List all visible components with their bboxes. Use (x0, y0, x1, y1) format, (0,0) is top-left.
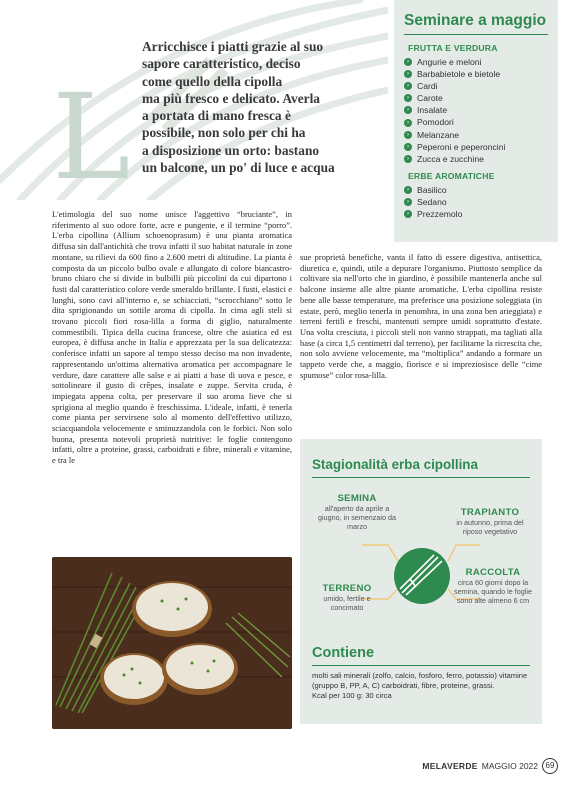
body-column-1: L'etimologia del suo nome unisce l'aggettivo “bruciante”, in riferimento al suo odore forte, acre e pungente, e il termine “porro”. L'erba cipollina (Allium schoenoprasum) è una pianta aromatica diffusa sin dall'antichità che trova infatti il suo habitat naturale in zone montane, su rilievi da 600 fino a 2.600 metri di altitudine. La pianta è composta da un piccolo bulbo ovale e allungato di colore biancastro-bruno chiaro che si divide in bulbilli più piccolini da cui dipartono i fusti dal caratteristico colore verde smeraldo brillante. I fusti, elastici e lunghi, sono cavi all'interno e, se schiacciati, “scrocchiano” sotto le dita sprigionando un sottile aroma di cipolla. In cima agli steli si trovano piccoli fiori rosa-lilla a forma di giglio, naturalmente commestibili. Tipica della cucina francese, oltre che asiatica ed est europea, è diffusa anche in Italia e apprezzata per la sua delicatezza: conferisce infatti un sapore al tempo stesso deciso ma non invadente, rappresentando un'ottima alternativa aromatica per accompagnare le verdure, dare carattere alle salse e ai piatti a base di uova e pesce, e sottolineare il gusto di crêpes, insalate e zuppe. Servita cruda, è impiegata appena colta, per preservare il suo aroma lieve che si sprigiona al meglio quando è freschissima. L'ideale, infatti, è tenerla come pianta per servirsene solo al momento dell'effettivo utilizzo, sciacquandola velocemente e sminuzzandola con le forbici. Non solo buona, presenta notevoli proprietà nutritive: le foglie contengono infatti, oltre a proteine, grassi, carboidrati e fibre, minerali e vitamine, e tra le (52, 209, 292, 466)
bullet-arrow-icon: › (404, 94, 412, 102)
magazine-name: MELAVERDE (422, 761, 478, 771)
list-item (404, 56, 548, 68)
bullet-arrow-icon: › (404, 210, 412, 218)
bullet-arrow-icon: › (404, 82, 412, 90)
list-item (404, 208, 548, 220)
list-item (404, 184, 548, 196)
stage-desc: in autunno, prima del riposo vegetativo (456, 518, 524, 536)
herbs-heading: ERBE AROMATICHE (408, 170, 495, 181)
bullet-arrow-icon: › (404, 186, 412, 194)
bullet-arrow-icon: › (404, 106, 412, 114)
fruit-veg-list (404, 56, 548, 165)
list-item-label: Barbabietole e bietole (417, 69, 501, 80)
list-item (404, 196, 548, 208)
list-item-label: Sedano (417, 196, 447, 207)
bullet-arrow-icon: › (404, 198, 412, 206)
list-item-label: Carote (417, 93, 443, 104)
seasonality-title: Stagionalità erba cipollina (312, 457, 478, 472)
bullet-arrow-icon: › (404, 131, 412, 139)
lead-line: possibile, non solo per chi ha (142, 125, 306, 141)
list-item-label: Insalate (417, 105, 448, 116)
stage-terreno (312, 583, 382, 612)
stage-raccolta (450, 567, 536, 605)
list-item-label: Peperoni e peperoncini (417, 141, 506, 152)
list-item (404, 68, 548, 80)
nutrients-text: molti sali minerali (zolfo, calcio, fosforo, ferro, potassio) vitamine (gruppo B, PP, A, C) carboidrati, fibre, proteine, grassi. (312, 671, 528, 691)
lead-paragraph (142, 38, 382, 176)
stage-trapianto (448, 507, 532, 536)
herbs-list (404, 184, 548, 220)
stage-title: TRAPIANTO (460, 507, 520, 518)
list-item (404, 116, 548, 128)
stage-desc: umido, fertile e concimato (323, 594, 371, 612)
stage-title: RACCOLTA (465, 567, 521, 578)
list-item-label: Basilico (417, 184, 447, 195)
divider (312, 665, 530, 666)
list-item-label: Zucca e zucchine (417, 153, 484, 164)
list-item-label: Angurie e meloni (417, 57, 482, 67)
stage-desc: circa 60 giorni dopo la semina, quando le foglie sono alte almeno 6 cm (454, 578, 532, 605)
seasonality-box (300, 439, 542, 724)
stage-semina (312, 493, 402, 531)
stage-title: TERRENO (322, 583, 372, 594)
lead-line: sapore caratteristico, deciso (142, 56, 301, 72)
sidebar-title: Seminare a maggio (404, 12, 548, 35)
lead-line: come quello della cipolla (142, 73, 283, 89)
lead-line: ma più fresco e delicato. Averla (142, 90, 321, 106)
contiene-title: Contiene (312, 645, 375, 661)
issue-date: MAGGIO 2022 (481, 761, 538, 771)
bullet-arrow-icon: › (404, 58, 412, 66)
list-item (404, 141, 548, 153)
list-item (404, 104, 548, 116)
lead-line: a disposizione un orto: bastano (142, 142, 320, 158)
fruit-veg-heading: FRUTTA E VERDURA (408, 43, 498, 53)
lead-line: Arricchisce i piatti grazie al suo (142, 39, 324, 54)
kcal-text: Kcal per 100 g: 30 circa (312, 691, 392, 701)
list-item-label: Cardi (417, 81, 438, 92)
list-item-label: Melanzane (417, 129, 460, 140)
lead-line: un balcone, un po' di luce e acqua (142, 160, 335, 176)
list-item (404, 92, 548, 104)
chive-bruschetta-photo (52, 557, 292, 729)
stage-desc: all'aperto da aprile a giugno, in semenzaio da marzo (318, 504, 396, 531)
bullet-arrow-icon: › (404, 143, 412, 151)
bullet-arrow-icon: › (404, 70, 412, 78)
list-item (404, 80, 548, 92)
page-number: 69 (542, 758, 558, 774)
stage-title: SEMINA (337, 493, 377, 504)
list-item (404, 153, 548, 165)
list-item-label: Prezzemolo (417, 209, 463, 220)
list-item-label: Pomodori (417, 117, 454, 128)
body-column-2: sue proprietà benefiche, vanta il fatto di essere digestiva, antisettica, diuretica e, quindi, utile a depurare l'organismo. Piuttosto semplice da coltivare sia nell'orto che in giardino, è possibile mantenerla anche sul balcone insieme alle altre piante aromatiche. L'erba cipollina resiste bene alle basse temperature, ma preferisce una posizione soleggiata (in estate, però, meglio tenerla in penombra, in una zona ben arieggiata) e terreni fertili e freschi, mantenuti sempre umidi soprattutto d'estate. Una volta cresciuta, i piccoli steli non vanno strappati, ma tagliati alla base (a circa 1,5 centimetri dal terreno), per facilitarne la ricrescita che, non solo avviene velocemente, ma “moltiplica” andando a formare un tappeto verde che, a maggio, fiorisce e si impreziosisce delle “cime spumose” color rosa-lilla. (300, 252, 542, 380)
page-footer (422, 758, 558, 774)
list-item (404, 129, 548, 141)
bullet-arrow-icon: › (404, 119, 412, 127)
bullet-arrow-icon: › (404, 155, 412, 163)
lead-line: a portata di mano fresca è (142, 108, 291, 124)
sowing-sidebar (394, 0, 558, 242)
contiene-text (312, 671, 532, 702)
drop-cap: L (52, 68, 131, 206)
